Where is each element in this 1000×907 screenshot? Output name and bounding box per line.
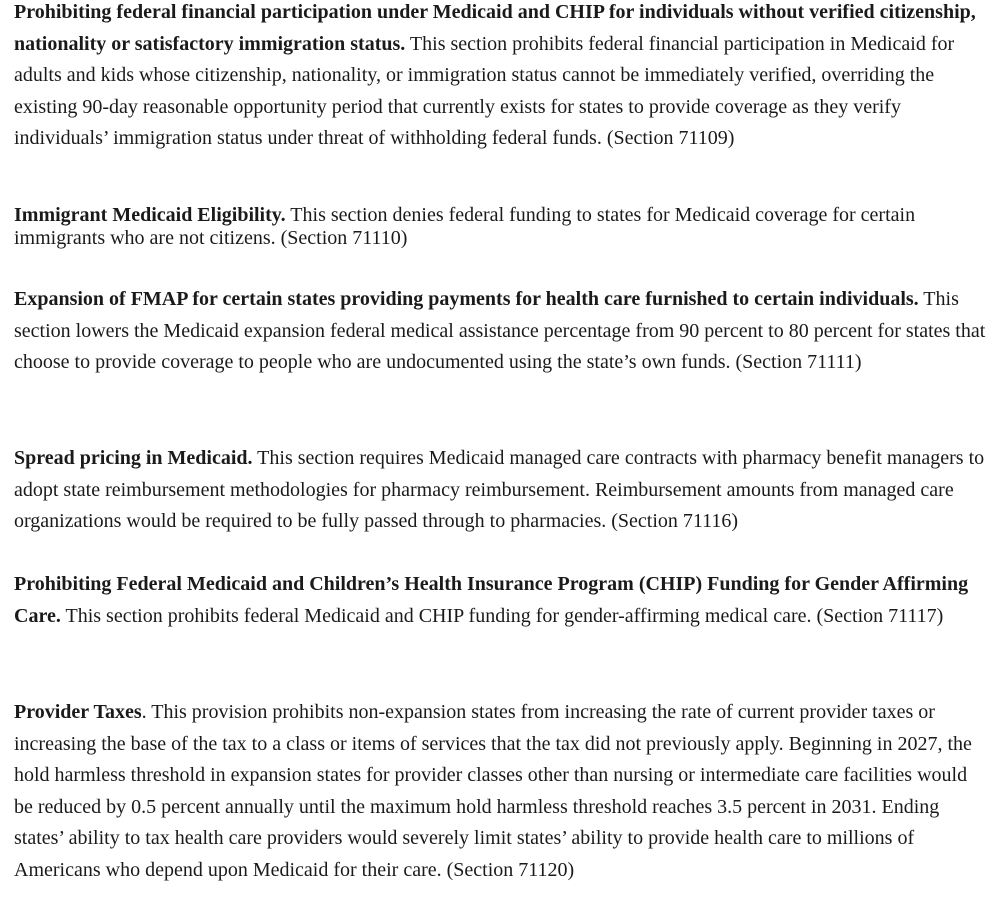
section-spread-pricing — [14, 443, 986, 538]
section-text: This section lowers the Medicaid expansion federal medical assistance percentage from 90 percent to 80 percent for states that choose to provide coverage to people who are undocumented using the state’s own funds. (Section 71111) — [14, 288, 986, 374]
section-heading: Spread pricing in Medicaid. — [14, 447, 253, 469]
section-text: This section prohibits federal financial participation in Medicaid for adults and kids whose citizenship, nationality, or immigration status cannot be immediately verified, overriding the existing 90-day reasonable opportunity period that currently exists for states to provide coverage as they verify individuals’ immigration status under threat of withholding federal funds. (Section 71109) — [14, 32, 955, 150]
section-heading: Prohibiting federal financial participation under Medicaid and CHIP for individuals without verified citizenship, nationality or satisfactory immigration status. — [14, 1, 976, 55]
section-heading: Immigrant Medicaid Eligibility. — [14, 204, 286, 226]
section-text: This section prohibits federal Medicaid and CHIP funding for gender-affirming medical care. (Section 71117) — [60, 604, 944, 627]
section-text: This section requires Medicaid managed care contracts with pharmacy benefit managers to adopt state reimbursement methodologies for pharmacy reimbursement. Reimbursement amounts from managed care organizations would be required to be fully passed through to pharmacies. (Section 71116) — [14, 447, 985, 533]
section-heading: Prohibiting Federal Medicaid and Children’s Health Insurance Program (CHIP) Funding for Gender Affirming Care. — [14, 573, 969, 627]
section-heading: Provider Taxes — [14, 701, 142, 723]
section-text: . This provision prohibits non-expansion states from increasing the rate of current provider taxes or increasing the base of the tax to a class or items of services that the tax did not previously apply. Beginning in 2027, the hold harmless threshold in expansion states for provider classes other than nursing or intermediate care facilities would be reduced by 0.5 percent annually until the maximum hold harmless threshold reaches 3.5 percent in 2031. Ending states’ ability to tax health care providers would severely limit states’ ability to provide health care to millions of Americans who depend upon Medicaid for their care. (Section 71120) — [14, 701, 972, 881]
section-text: This section denies federal funding to states for Medicaid coverage for certain immigrants who are not citizens. (Section 71110) — [14, 204, 916, 249]
section-fmap-expansion — [14, 284, 986, 379]
section-immigrant-eligibility — [14, 204, 986, 250]
section-heading: Expansion of FMAP for certain states providing payments for health care furnished to certain individuals. — [14, 288, 919, 310]
section-provider-taxes — [14, 697, 986, 887]
section-gender-affirming-care — [14, 569, 986, 632]
section-citizenship-verification — [14, 0, 986, 155]
